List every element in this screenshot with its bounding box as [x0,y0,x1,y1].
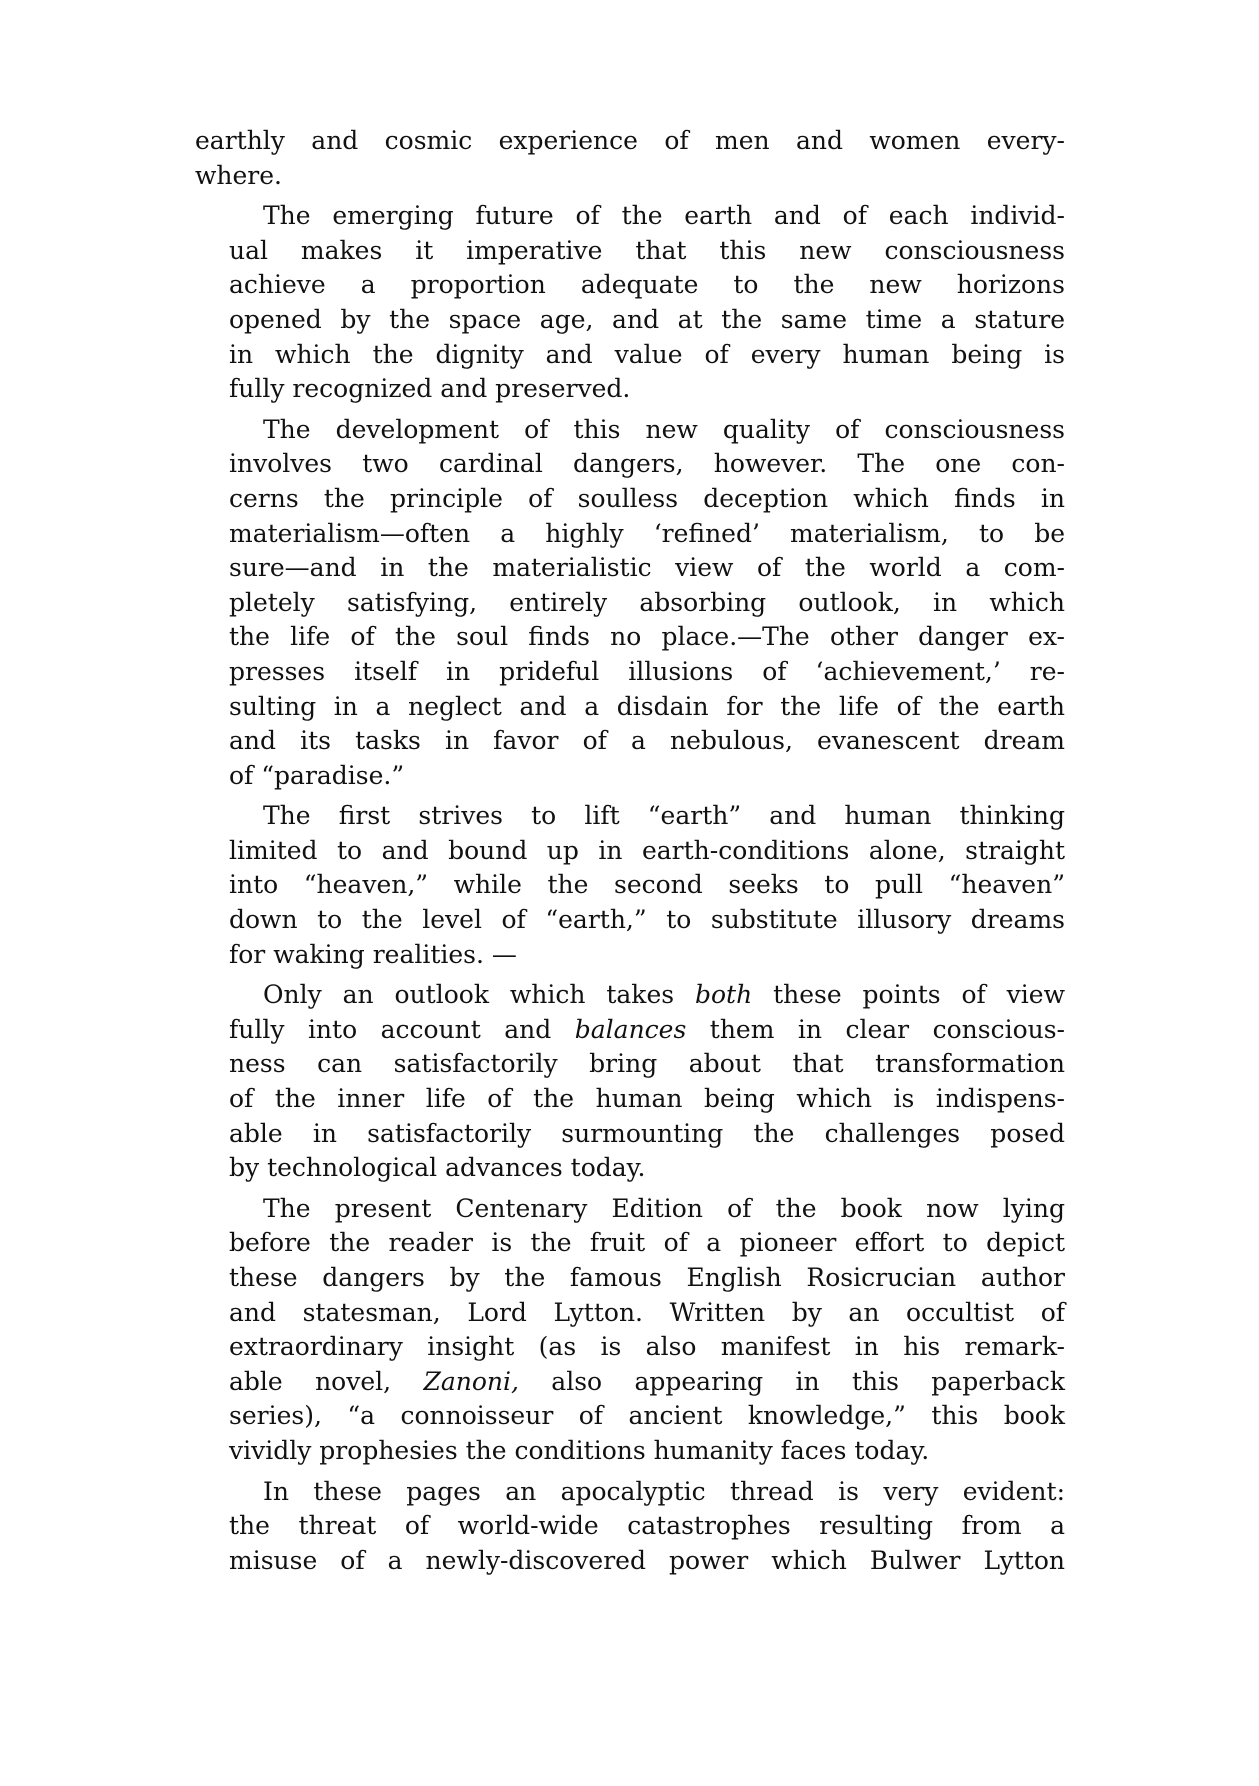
paragraph-4 [195,799,1065,972]
text-line: fully recognized and preserved. [229,374,631,404]
text-line: down to the level of “earth,” to substitute illusory dreams [229,905,1065,935]
emphasis: both [694,980,753,1010]
text-line [195,1365,1065,1400]
text-line: opened by the space age, and at the same time a stature [229,304,1065,334]
text-line: ness can satisfactorily bring about that transformation [229,1049,1065,1079]
text-line: the threat of world-wide catastrophes resulting from a [229,1511,1065,1541]
text-line: materialism—often a highly ‘refined’ materialism, to be [229,518,1065,548]
text-line: where. [195,160,282,190]
text-line: and statesman, Lord Lytton. Written by an occultist of [229,1297,1065,1327]
text-segment: fully into account and [229,1014,575,1044]
text-segment: also appearing in this paperback [518,1366,1065,1396]
text-line [195,978,1065,1013]
text-line: earthly and cosmic experience of men and women every- [195,126,1065,155]
text-line: able in satisfactorily surmounting the challenges posed [229,1118,1065,1148]
text-line: ual makes it imperative that this new consciousness [229,235,1065,265]
text-line: of “paradise.” [229,760,405,790]
body-text [195,124,1065,1584]
paragraph-1 [195,124,1065,193]
paragraph-3 [195,413,1065,794]
text-segment: Only an outlook which takes [263,980,695,1010]
text-line: of the inner life of the human being which is indispens- [229,1084,1065,1114]
text-line: in which the dignity and value of every human being is [229,339,1065,369]
text-line: achieve a proportion adequate to the new horizons [229,270,1065,300]
text-line: pletely satisfying, entirely absorbing outlook, in which [229,587,1065,617]
emphasis: balances [574,1014,687,1044]
text-line: vividly prophesies the conditions humanity faces today. [229,1435,930,1465]
text-line: sulting in a neglect and a disdain for the life of the earth [229,691,1065,721]
text-line: limited to and bound up in earth-conditions alone, straight [229,835,1065,865]
book-title: Zanoni, [423,1366,519,1396]
text-line: series), “a connoisseur of ancient knowledge,” this book [229,1401,1065,1431]
text-line: The first strives to lift “earth” and human thinking [263,801,1065,831]
text-line: misuse of a newly-discovered power which Bulwer Lytton [229,1545,1065,1575]
text-line: sure—and in the materialistic view of the world a com- [229,553,1065,583]
text-line: for waking realities. — [229,939,517,969]
text-line: In these pages an apocalyptic thread is very evident: [263,1476,1065,1506]
text-line: the life of the soul finds no place.—The other danger ex- [229,622,1065,652]
text-line: and its tasks in favor of a nebulous, evanescent dream [229,726,1065,756]
paragraph-6 [195,1192,1065,1469]
text-line: involves two cardinal dangers, however. The one con- [229,449,1065,479]
text-line: The present Centenary Edition of the book now lying [263,1193,1065,1223]
text-line: The emerging future of the earth and of each individ- [263,201,1065,231]
text-segment: them in clear conscious- [686,1014,1065,1044]
text-segment: these points of view [752,980,1065,1010]
text-line: by technological advances today. [229,1153,646,1183]
text-line [195,1013,1065,1048]
text-line: presses itself in prideful illusions of ‘achievement,’ re- [229,656,1065,686]
text-line: into “heaven,” while the second seeks to pull “heaven” [229,870,1065,900]
text-line: cerns the principle of soulless deception which finds in [229,483,1065,513]
text-segment: able novel, [229,1366,424,1396]
text-line: before the reader is the fruit of a pioneer effort to depict [229,1228,1065,1258]
text-line: The development of this new quality of consciousness [263,414,1065,444]
paragraph-2 [195,199,1065,407]
paragraph-7 [195,1475,1065,1579]
paragraph-5 [195,978,1065,1186]
text-line: extraordinary insight (as is also manifest in his remark- [229,1332,1065,1362]
text-line: these dangers by the famous English Rosicrucian author [229,1263,1065,1292]
